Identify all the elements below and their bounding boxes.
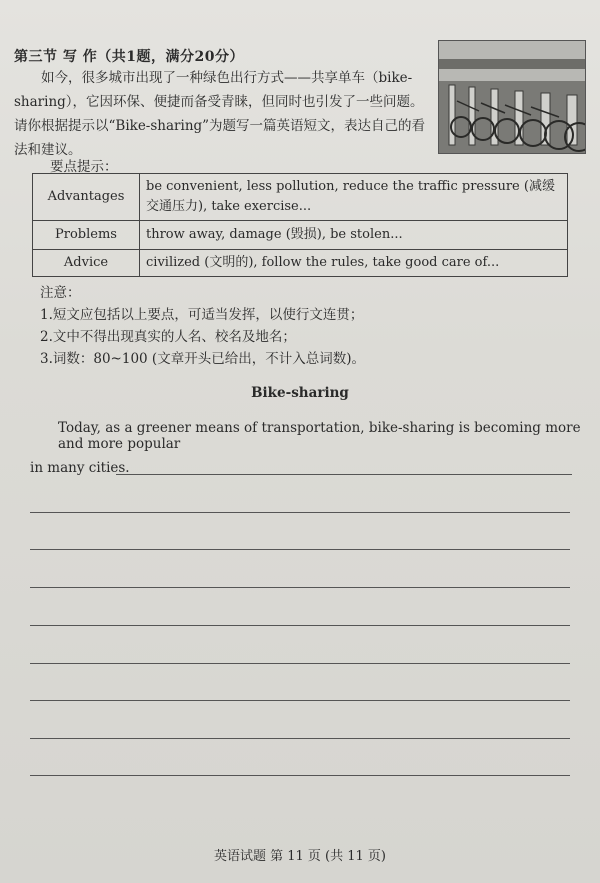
intro-text: 如今，很多城市出现了一种绿色出行方式——共享单车（bike-sharing），它因环保、便捷而备受青睐，但同时也引发了一些问题。请你根据提示以“Bike-sharing”为题写一篇英语短文，表达自己的看法和建议。 bbox=[14, 70, 426, 158]
writing-line[interactable] bbox=[30, 700, 570, 701]
section-title: 第三节 写 作（共1题，满分20分） bbox=[14, 49, 244, 65]
writing-line[interactable] bbox=[116, 474, 572, 475]
writing-line[interactable] bbox=[30, 549, 570, 550]
note-item: 1.短文应包括以上要点，可适当发挥，以使行文连贯； bbox=[40, 307, 364, 323]
note-item: 3.词数：80~100 (文章开头已给出，不计入总词数)。 bbox=[40, 351, 365, 367]
hint-category: Advantages bbox=[33, 174, 140, 221]
essay-title: Bike-sharing bbox=[251, 385, 349, 401]
hint-row-advantages bbox=[33, 174, 568, 221]
hint-category: Advice bbox=[33, 250, 140, 277]
writing-line[interactable] bbox=[30, 663, 570, 664]
hint-content: civilized (文明的), follow the rules, take good care of... bbox=[140, 250, 568, 277]
essay-opening-line: Today, as a greener means of transportation, bike-sharing is becoming more and more popular bbox=[58, 420, 581, 452]
writing-line[interactable] bbox=[30, 625, 570, 626]
notes-label: 注意： bbox=[40, 285, 81, 301]
writing-line[interactable] bbox=[30, 738, 570, 739]
hint-content: throw away, damage (毁损), be stolen... bbox=[140, 221, 568, 250]
hint-category: Problems bbox=[33, 221, 140, 250]
essay-opening-line: in many cities. bbox=[30, 460, 130, 476]
notes-section bbox=[40, 282, 365, 370]
hints-table bbox=[32, 173, 568, 277]
writing-line[interactable] bbox=[30, 512, 570, 513]
writing-line[interactable] bbox=[30, 587, 570, 588]
hint-row-advice bbox=[33, 250, 568, 277]
page-footer: 英语试题 第 11 页 (共 11 页) bbox=[213, 849, 387, 864]
note-item: 2.文中不得出现真实的人名、校名及地名； bbox=[40, 329, 296, 345]
hint-content: be convenient, less pollution, reduce the traffic pressure (减缓交通压力), take exercise... bbox=[140, 174, 568, 221]
bike-sharing-photo bbox=[438, 40, 586, 154]
hint-row-problems bbox=[33, 221, 568, 250]
hints-label: 要点提示： bbox=[50, 159, 118, 175]
writing-line[interactable] bbox=[30, 775, 570, 776]
